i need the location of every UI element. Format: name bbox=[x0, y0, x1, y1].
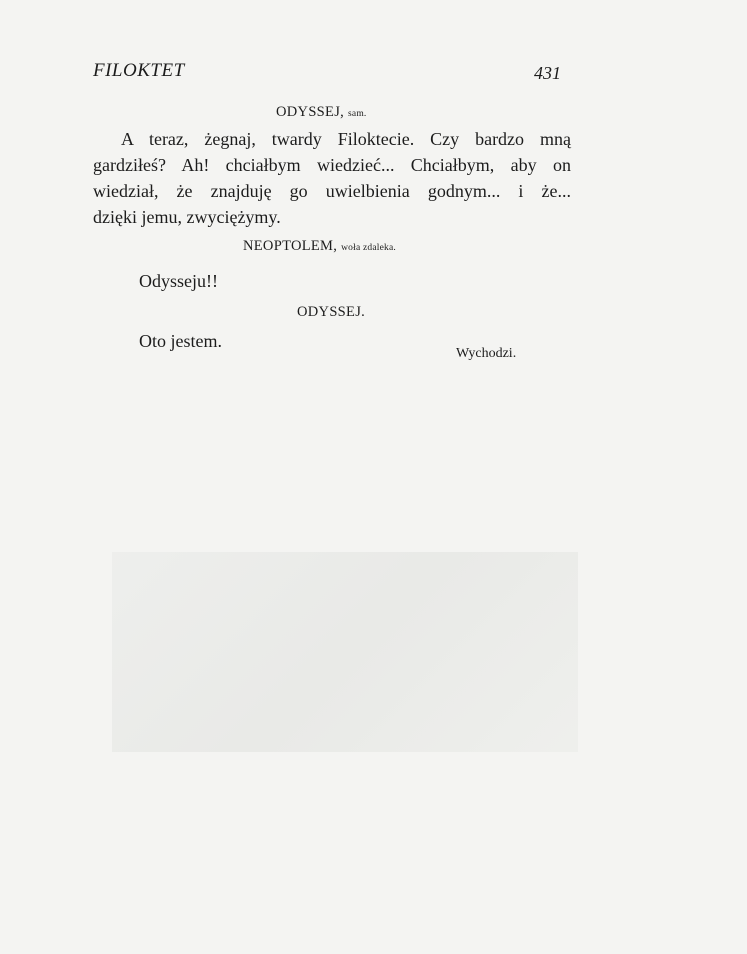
stage-direction: woła zdaleka. bbox=[341, 243, 396, 253]
speaker-heading-neoptolem bbox=[243, 238, 396, 255]
exit-direction: Wychodzi. bbox=[456, 346, 517, 361]
bleed-through-illustration bbox=[112, 552, 578, 752]
speaker-name: ODYSSEJ, bbox=[276, 104, 345, 120]
stage-direction: sam. bbox=[348, 109, 367, 119]
page-number: 431 bbox=[534, 63, 561, 83]
speaker-name: NEOPTOLEM, bbox=[243, 238, 338, 254]
speech-line: wiedział, że znajduję go uwielbienia godnym... i że... bbox=[93, 181, 571, 201]
speech-odyssej-2: Oto jestem. bbox=[139, 331, 222, 351]
speaker-name: ODYSSEJ. bbox=[297, 304, 366, 320]
speaker-heading-odyssej-2 bbox=[297, 304, 365, 321]
speaker-heading-odyssej bbox=[276, 104, 367, 121]
speech-line: A teraz, żegnaj, twardy Filoktecie. Czy bardzo mną bbox=[121, 129, 571, 149]
speech-odyssej bbox=[93, 126, 571, 230]
running-title: FILOKTET bbox=[93, 60, 185, 81]
speech-neoptolem: Odysseju!! bbox=[139, 271, 218, 291]
speech-line: dzięki jemu, zwyciężymy. bbox=[93, 207, 281, 227]
speech-line: gardziłeś? Ah! chciałbym wiedzieć... Chciałbym, aby on bbox=[93, 155, 571, 175]
